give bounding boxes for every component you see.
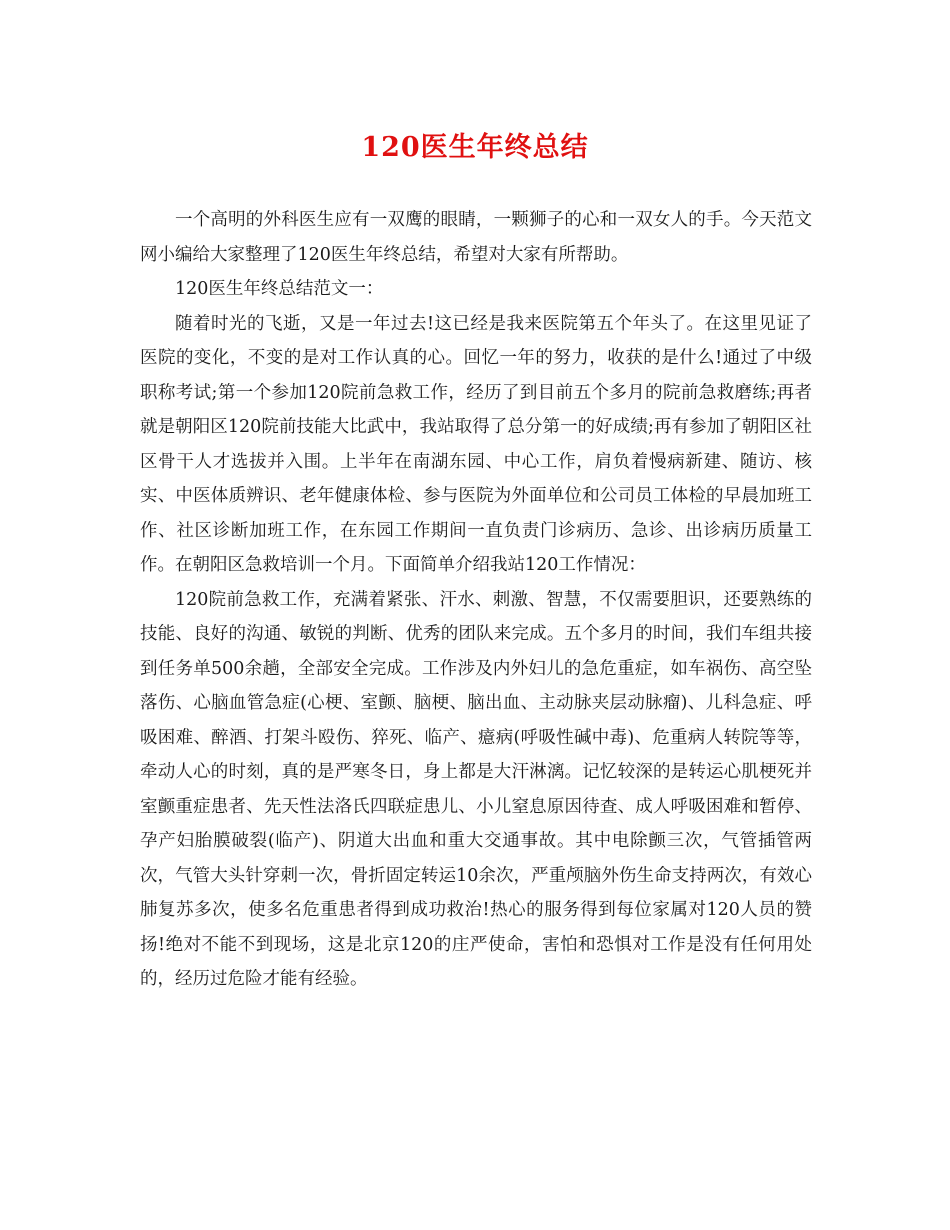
document-body <box>140 203 812 997</box>
body-paragraph: 随着时光的飞逝，又是一年过去!这已经是我来医院第五个年头了。在这里见证了医院的变化，不变的是对工作认真的心。回忆一年的努力，收获的是什么!通过了中级职称考试;第一个参加120院前急救工作，经历了到目前五个多月的院前急救磨练;再者就是朝阳区120院前技能大比武中，我站取得了总分第一的好成绩;再有参加了朝阳区社区骨干人才选拔并入围。上半年在南湖东园、中心工作，肩负着慢病新建、随访、核实、中医体质辨识、老年健康体检、参与医院为外面单位和公司员工体检的早晨加班工作、社区诊断加班工作，在东园工作期间一直负责门诊病历、急诊、出诊病历质量工作。在朝阳区急救培训一个月。下面简单介绍我站120工作情况： <box>140 313 812 575</box>
intro-paragraph: 一个高明的外科医生应有一双鹰的眼睛，一颗狮子的心和一双女人的手。今天范文网小编给大家整理了120医生年终总结，希望对大家有所帮助。 <box>140 210 812 265</box>
sample-heading: 120医生年终总结范文一： <box>175 279 384 299</box>
body-paragraph: 120院前急救工作，充满着紧张、汗水、刺激、智慧，不仅需要胆识，还要熟练的技能、良好的沟通、敏锐的判断、优秀的团队来完成。五个多月的时间，我们车组共接到任务单500余趟，全部安全完成。工作涉及内外妇儿的急危重症，如车祸伤、高空坠落伤、心脑血管急症(心梗、室颤、脑梗、脑出血、主动脉夹层动脉瘤)、儿科急症、呼吸困难、醉酒、打架斗殴伤、猝死、临产、癔病(呼吸性碱中毒)、危重病人转院等等，牵动人心的时刻，真的是严寒冬日，身上都是大汗淋漓。记忆较深的是转运心肌梗死并室颤重症患者、先天性法洛氏四联症患儿、小儿窒息原因待查、成人呼吸困难和暂停、孕产妇胎膜破裂(临产)、阴道大出血和重大交通事故。其中电除颤三次，气管插管两次，气管大头针穿刺一次，骨折固定转运10余次，严重颅脑外伤生命支持两次，有效心肺复苏多次，使多名危重患者得到成功救治!热心的服务得到每位家属对120人员的赞扬!绝对不能不到现场，这是北京120的庄严使命，害怕和恐惧对工作是没有任何用处的，经历过危险才能有经验。 <box>140 589 812 989</box>
document-title: 120医生年终总结 <box>361 132 589 163</box>
